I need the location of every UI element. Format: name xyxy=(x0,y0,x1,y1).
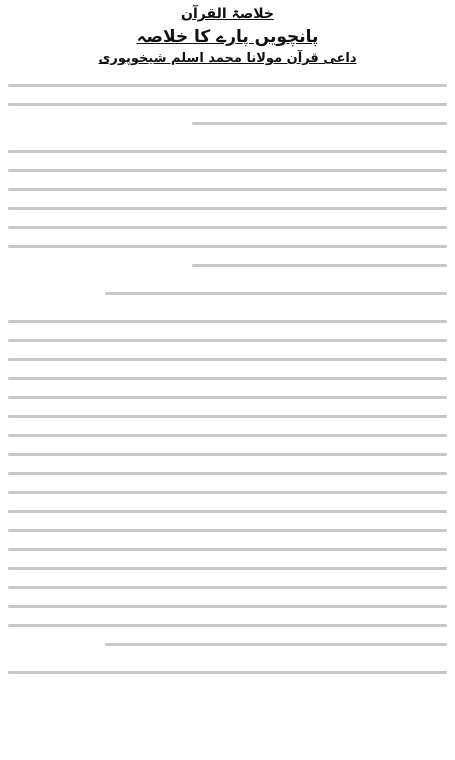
paragraph-4 xyxy=(8,312,447,654)
paragraph-2 xyxy=(8,142,447,275)
page-title: پانچویں پارے کا خلاصہ xyxy=(136,27,319,47)
paragraph-5 xyxy=(8,663,447,682)
paragraph-3 xyxy=(8,284,447,303)
page-header: خلاصۃ القرآن xyxy=(181,6,274,22)
author-byline: داعی قرآن مولانا محمد اسلم شیخوپوری xyxy=(98,51,357,66)
paragraph-1 xyxy=(8,76,447,133)
